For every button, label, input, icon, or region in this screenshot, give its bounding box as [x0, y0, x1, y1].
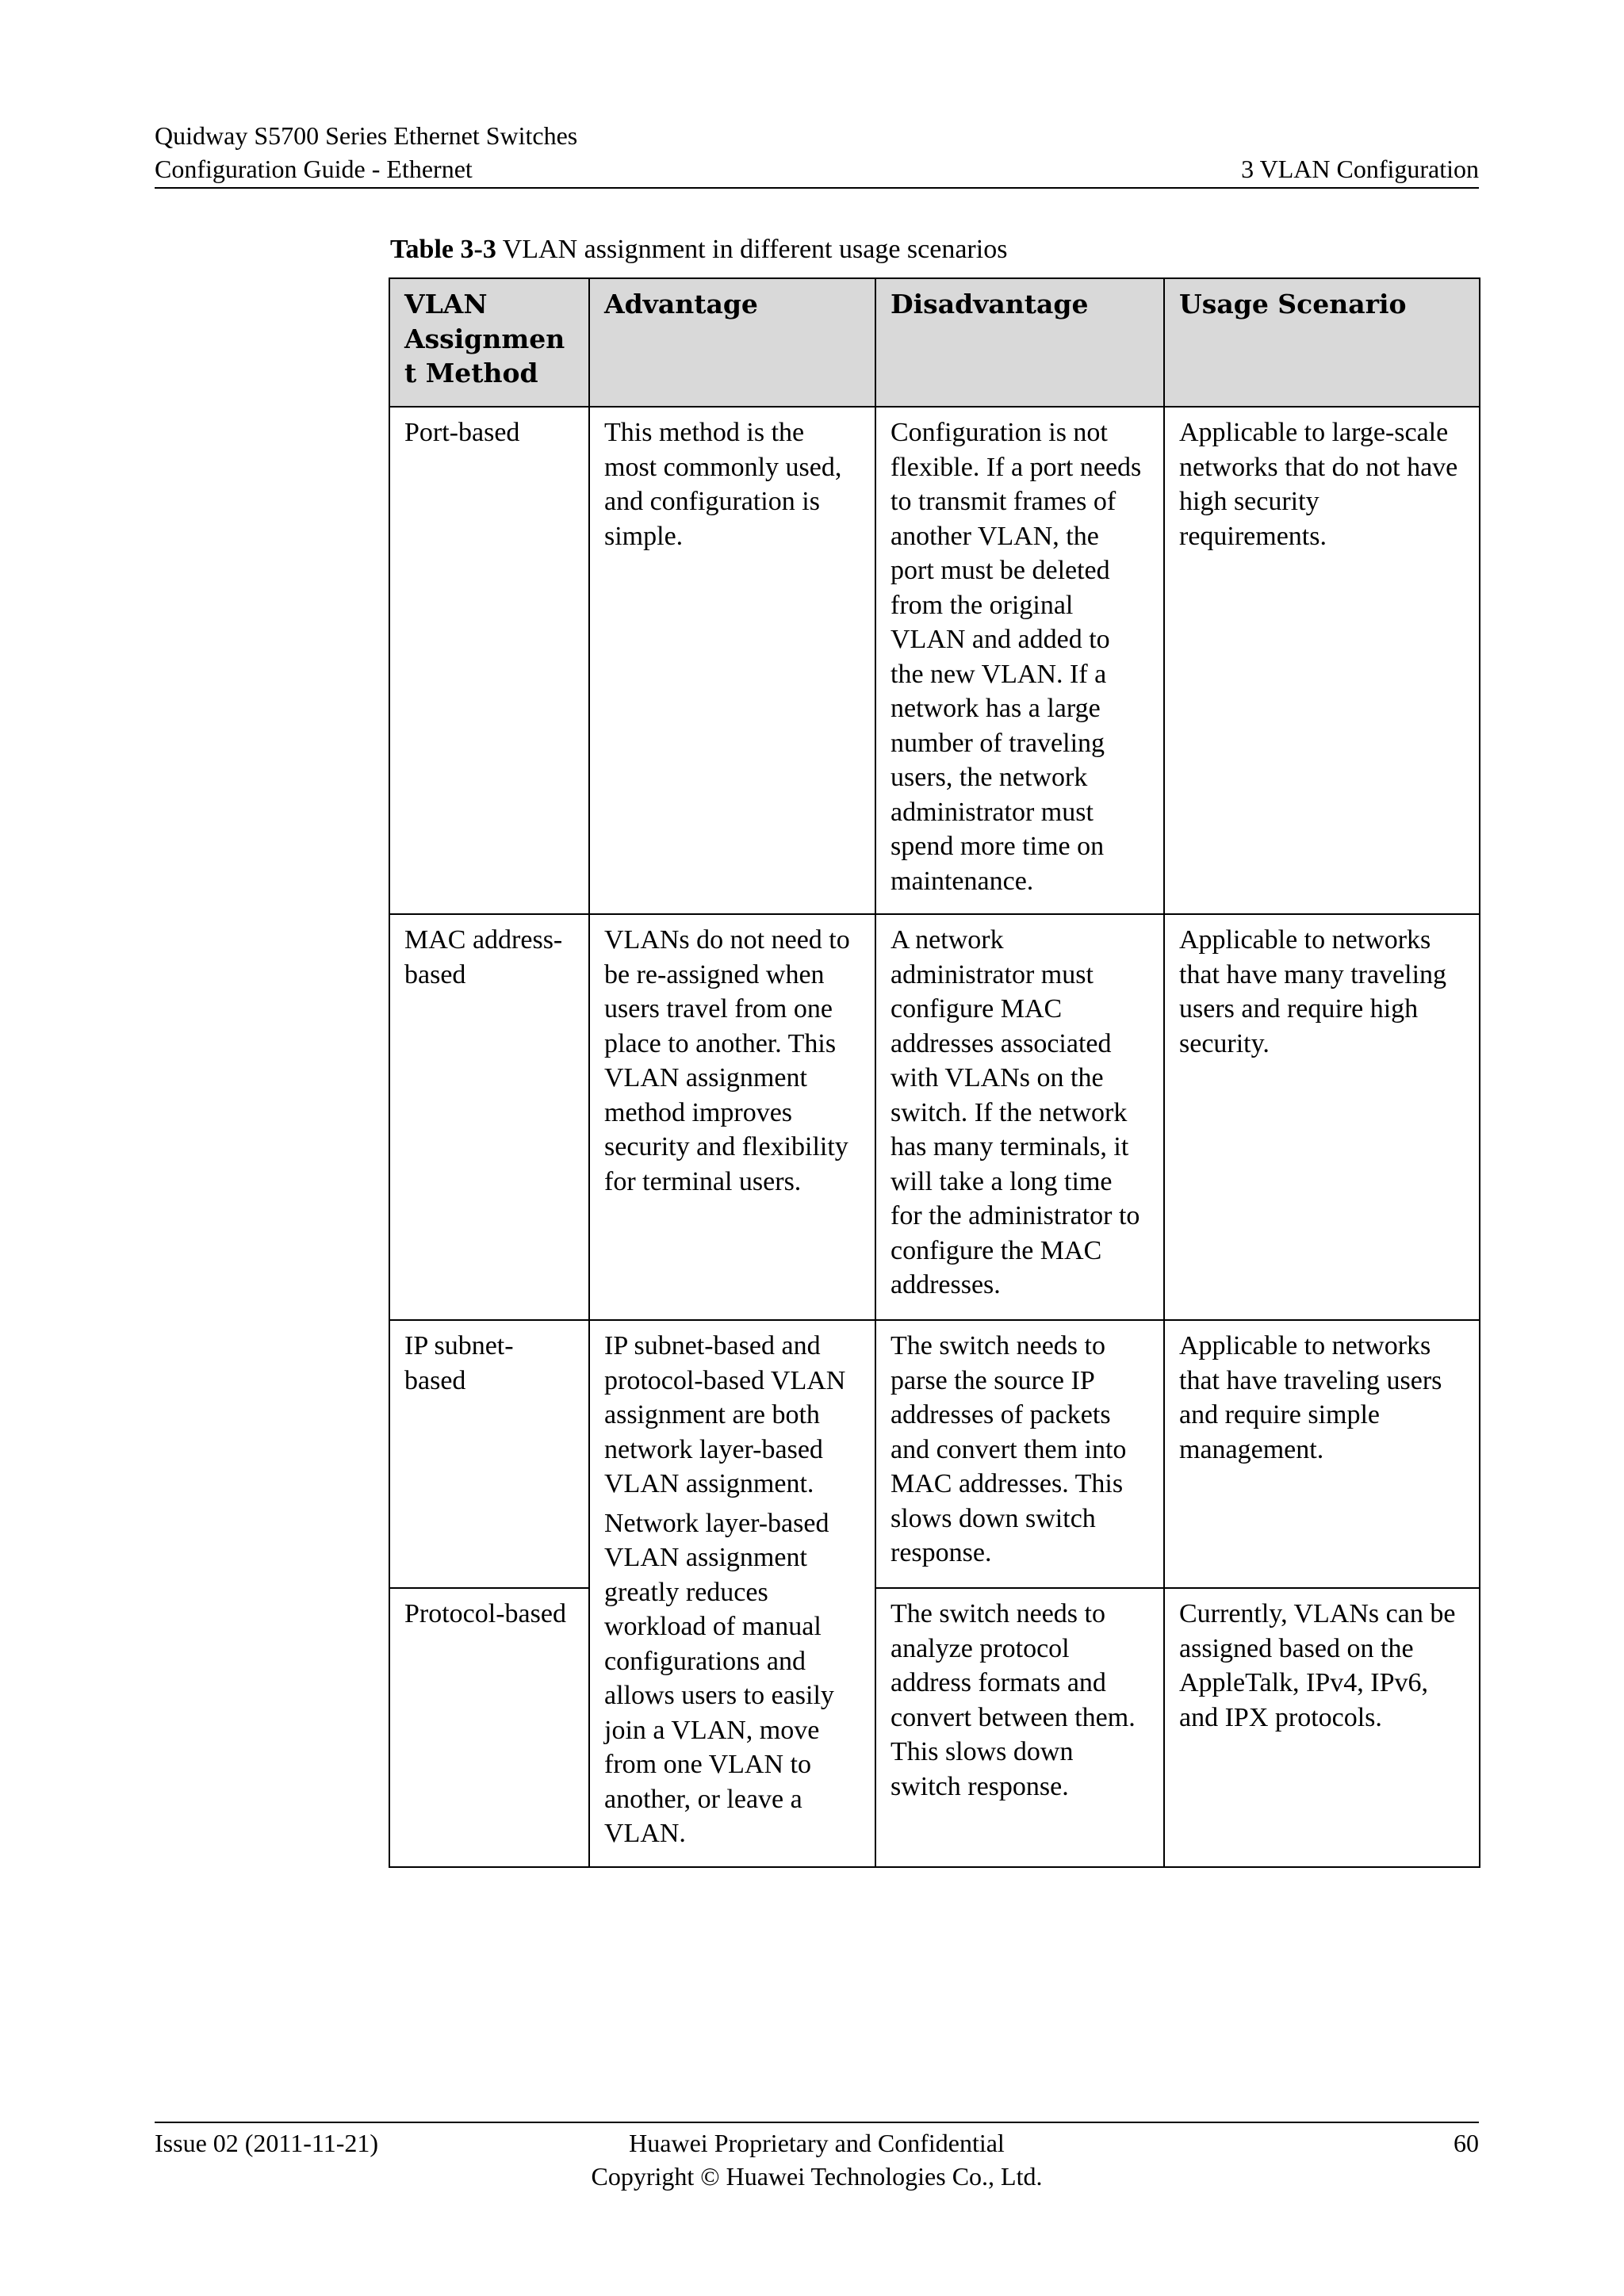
- header-chapter: 3 VLAN Configuration: [1241, 155, 1479, 183]
- page-header: [155, 119, 1479, 189]
- cell-scenario: Applicable to networks that have many traveling users and require high security.: [1164, 914, 1480, 1320]
- cell-advantage: This method is the most commonly used, and configuration is simple.: [589, 407, 875, 914]
- cell-method: Protocol-based: [389, 1588, 589, 1867]
- cell-disadvantage: The switch needs to parse the source IP addresses of packets and convert them into MAC addresses. This slows down switch response.: [875, 1320, 1164, 1588]
- header-product: Quidway S5700 Series Ethernet Switches: [155, 121, 578, 150]
- footer-center: [155, 2126, 1479, 2193]
- cell-method: Port-based: [389, 407, 589, 914]
- cell-advantage-paragraph: Network layer-based VLAN assignment greatly reduces workload of manual configurations and allows users to easily join a VLAN, move from one VLAN to another, or leave a VLAN.: [604, 1508, 834, 1848]
- header-disadvantage: Disadvantage: [875, 278, 1164, 407]
- footer-issue: Issue 02 (2011-11-21): [155, 2129, 379, 2157]
- table-caption: [390, 232, 1007, 267]
- footer-confidential: Huawei Proprietary and Confidential: [629, 2129, 1005, 2157]
- footer-page-number: 60: [1454, 2129, 1479, 2157]
- cell-advantage: VLANs do not need to be re-assigned when users travel from one place to another. This VLAN assignment method improves security and flexibility for terminal users.: [589, 914, 875, 1320]
- footer-copyright: Copyright © Huawei Technologies Co., Ltd.: [591, 2162, 1043, 2191]
- header-method: VLAN Assignment Method: [389, 278, 589, 407]
- cell-method: MAC address-based: [389, 914, 589, 1320]
- vlan-assignment-table: [389, 277, 1480, 1868]
- table-row-port-based: [389, 407, 1480, 914]
- cell-disadvantage: The switch needs to analyze protocol address formats and convert between them. This slows down switch response.: [875, 1588, 1164, 1867]
- table-row-protocol-based: [389, 1588, 1480, 1867]
- header-advantage: Advantage: [589, 278, 875, 407]
- header-scenario: Usage Scenario: [1164, 278, 1480, 407]
- cell-advantage-paragraph: IP subnet-based and protocol-based VLAN assignment are both network layer-based VLAN assignment.: [604, 1331, 846, 1498]
- cell-disadvantage: Configuration is not flexible. If a port needs to transmit frames of another VLAN, the port must be deleted from the original VLAN and added to the new VLAN. If a network has a large number of traveling users, the network administrator must spend more time on maintenance.: [875, 407, 1164, 914]
- table-caption-label: Table 3-3: [390, 235, 496, 264]
- cell-advantage-shared: [589, 1320, 875, 1867]
- table-row-ip-subnet-based: [389, 1320, 1480, 1588]
- page-footer: [155, 2122, 1479, 2191]
- cell-disadvantage: A network administrator must configure MAC addresses associated with VLANs on the switch. If the network has many terminals, it will take a long time for the administrator to configure the MAC addresses.: [875, 914, 1164, 1320]
- cell-method: IP subnet-based: [389, 1320, 589, 1588]
- cell-scenario: Applicable to large-scale networks that do not have high security requirements.: [1164, 407, 1480, 914]
- table-caption-text: VLAN assignment in different usage scenarios: [502, 235, 1008, 264]
- table-header-row: [389, 278, 1480, 407]
- cell-scenario: Applicable to networks that have traveling users and require simple management.: [1164, 1320, 1480, 1588]
- table-row-mac-based: [389, 914, 1480, 1320]
- cell-scenario: Currently, VLANs can be assigned based on the AppleTalk, IPv4, IPv6, and IPX protocols.: [1164, 1588, 1480, 1867]
- header-guide: Configuration Guide - Ethernet: [155, 155, 473, 183]
- header-row: [155, 152, 1479, 186]
